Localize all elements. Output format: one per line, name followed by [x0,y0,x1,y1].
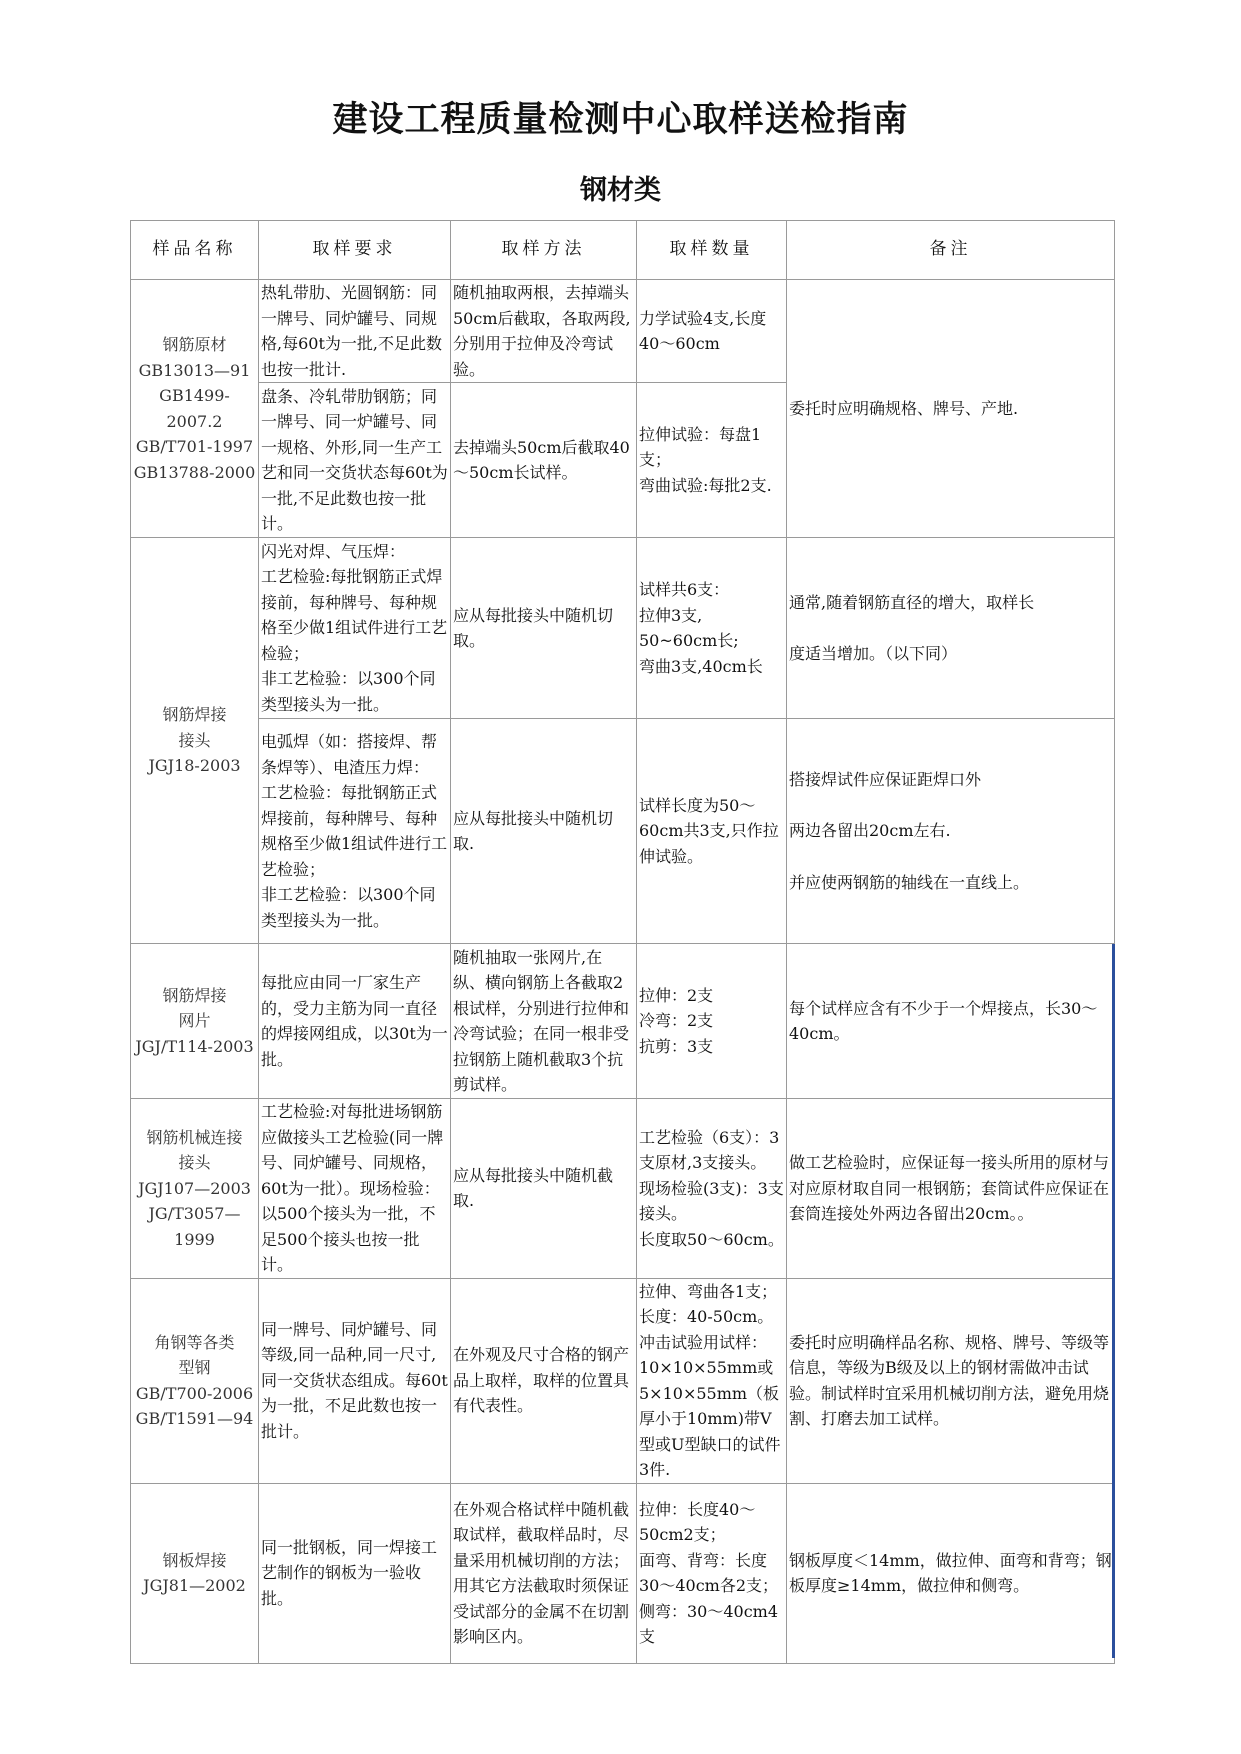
remark-cell: 委托时应明确规格、牌号、产地. [787,280,1115,538]
method-cell: 应从每批接头中随机切取。 [451,538,637,719]
quantity-cell: 试样长度为50～60cm共3支,只作拉伸试验。 [637,719,787,944]
requirement-cell: 每批应由同一厂家生产的，受力主筋为同一直径的焊接网组成，以30t为一批。 [259,944,451,1099]
header-requirement: 取样要求 [259,221,451,280]
header-quantity: 取样数量 [637,221,787,280]
requirement-cell: 盘条、冷轧带肋钢筋；同一牌号、同一炉罐号、同一规格、外形,同一生产工艺和同一交货状态每60t为一批,不足此数也按一批计。 [259,383,451,538]
header-remark: 备注 [787,221,1115,280]
requirement-cell: 电弧焊（如：搭接焊、帮条焊等）、电渣压力焊： 工艺检验：每批钢筋正式焊接前，每种牌号、每种规格至少做1组试件进行工艺检验； 非工艺检验：以300个同类型接头为一批。 [259,719,451,944]
remark-cell: 委托时应明确样品名称、规格、牌号、等级等信息，等级为B级及以上的钢材需做冲击试验。制试样时宜采用机械切削方法，避免用烧割、打磨去加工试样。 [787,1278,1115,1483]
page-edge-bar [1112,944,1115,1658]
header-method: 取样方法 [451,221,637,280]
quantity-cell: 试样共6支： 拉伸3支, 50~60cm长; 弯曲3支,40cm长 [637,538,787,719]
table-row [131,1099,1115,1279]
method-cell: 应从每批接头中随机截取. [451,1099,637,1279]
quantity-cell: 工艺检验（6支）：3支原材,3支接头。 现场检验(3支)：3支接头。 长度取50～60cm。 [637,1099,787,1279]
table-row [131,538,1115,719]
requirement-cell: 同一牌号、同炉罐号、同等级,同一品种,同一尺寸,同一交货状态组成。每60t为一批，不足此数也按一批计。 [259,1278,451,1483]
sample-name-cell: 钢筋原材 GB13013—91 GB1499-2007.2 GB/T701-1997 GB13788-2000 [131,280,259,538]
header-sample-name: 样品名称 [131,221,259,280]
table-row [131,280,1115,383]
remark-cell: 钢板厚度＜14mm，做拉伸、面弯和背弯；钢板厚度≥14mm，做拉伸和侧弯。 [787,1483,1115,1663]
method-cell: 应从每批接头中随机切取. [451,719,637,944]
sample-name-cell: 钢筋焊接 网片 JGJ/T114-2003 [131,944,259,1099]
remark-cell [787,719,1115,944]
section-title: 钢材类 [580,175,661,206]
table-row [131,719,1115,944]
remark-line: 度适当增加。（以下同） [789,644,958,663]
sample-name-cell: 角钢等各类 型钢 GB/T700-2006 GB/T1591—94 [131,1278,259,1483]
page-title: 建设工程质量检测中心取样送检指南 [332,100,909,140]
remark-line: 并应使两钢筋的轴线在一直线上。 [789,872,1030,892]
quantity-cell: 力学试验4支,长度40～60cm [637,280,787,383]
method-cell: 随机抽取一张网片,在纵、横向钢筋上各截取2根试样，分别进行拉伸和冷弯试验；在同一根非受拉钢筋上随机截取3个抗剪试样。 [451,944,637,1099]
method-cell: 在外观合格试样中随机截取试样，截取样品时，尽量采用机械切削的方法；用其它方法截取时须保证受试部分的金属不在切割影响区内。 [451,1483,637,1663]
quantity-cell: 拉伸：长度40～50cm2支； 面弯、背弯：长度30～40cm各2支； 侧弯：30～40cm4支 [637,1483,787,1663]
sample-name-cell: 钢筋焊接 接头 JGJ18-2003 [131,538,259,944]
quantity-cell: 拉伸、弯曲各1支；长度：40-50cm。 冲击试验用试样：10×10×55mm或5×10×55mm（板厚小于10mm)带V型或U型缺口的试件3件. [637,1278,787,1483]
requirement-cell: 工艺检验:对每批进场钢筋应做接头工艺检验(同一牌号、同炉罐号、同规格，60t为一批）。现场检验：以500个接头为一批，不足500个接头也按一批计。 [259,1099,451,1279]
requirement-cell: 同一批钢板，同一焊接工艺制作的钢板为一验收批。 [259,1483,451,1663]
sampling-table [130,220,1115,1664]
quantity-cell: 拉伸试验：每盘1支； 弯曲试验:每批2支. [637,383,787,538]
requirement-cell: 闪光对焊、气压焊： 工艺检验:每批钢筋正式焊接前，每种牌号、每种规格至少做1组试件进行工艺检验； 非工艺检验：以300个同类型接头为一批。 [259,538,451,719]
method-cell: 去掉端头50cm后截取40～50cm长试样。 [451,383,637,538]
remark-cell: 每个试样应含有不少于一个焊接点，长30～40cm。 [787,944,1115,1099]
table-row [131,1483,1115,1663]
sample-name-cell: 钢板焊接 JGJ81—2002 [131,1483,259,1663]
remark-line: 通常,随着钢筋直径的增大，取样长 [789,592,1035,612]
table-row [131,944,1115,1099]
requirement-cell: 热轧带肋、光圆钢筋：同一牌号、同炉罐号、同规格,每60t为一批,不足此数也按一批计. [259,280,451,383]
remark-cell [787,538,1115,719]
method-cell: 随机抽取两根，去掉端头50cm后截取，各取两段,分别用于拉伸及冷弯试验。 [451,280,637,383]
quantity-cell: 拉伸：2支 冷弯：2支 抗剪：3支 [637,944,787,1099]
method-cell: 在外观及尺寸合格的钢产品上取样，取样的位置具有代表性。 [451,1278,637,1483]
table-header-row [131,221,1115,280]
sample-name-cell: 钢筋机械连接 接头 JGJ107—2003 JG/T3057—1999 [131,1099,259,1279]
table-row [131,1278,1115,1483]
remark-cell: 做工艺检验时，应保证每一接头所用的原材与对应原材取自同一根钢筋；套筒试件应保证在套筒连接处外两边各留出20cm。。 [787,1099,1115,1279]
remark-line: 两边各留出20cm左右. [789,821,951,841]
remark-line: 搭接焊试件应保证距焊口外 [789,769,982,789]
